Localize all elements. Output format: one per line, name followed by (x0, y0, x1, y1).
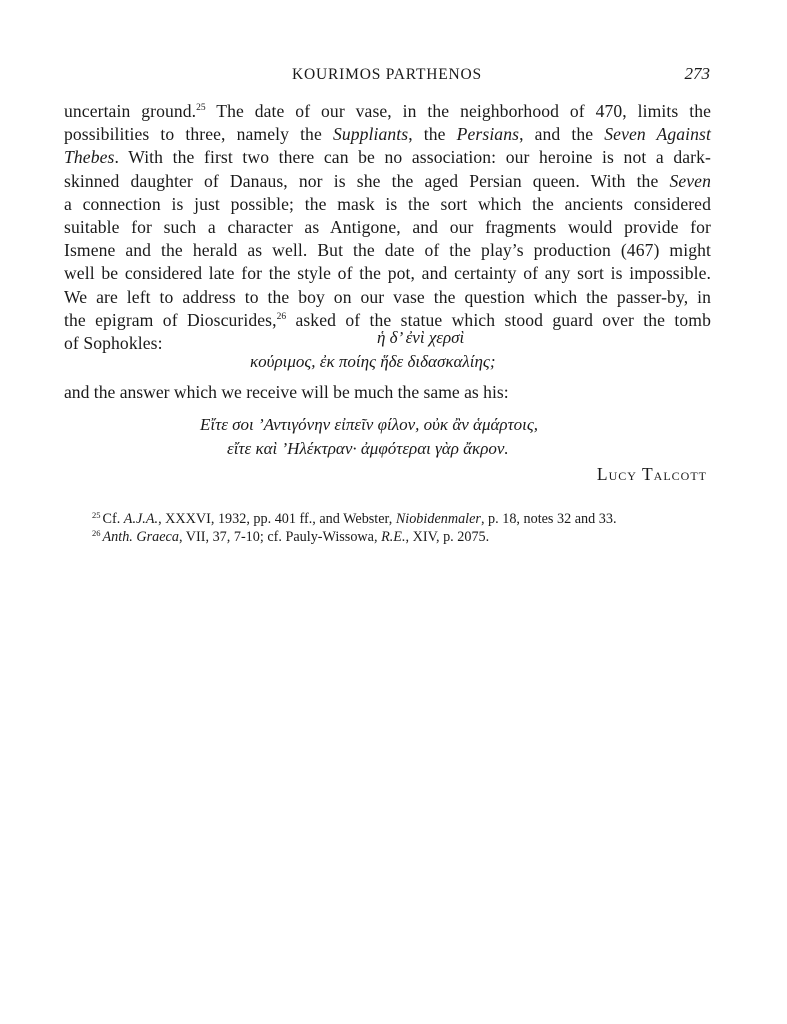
footnote-reference: 26 (276, 311, 287, 322)
text-line: of Sophokles: (64, 333, 163, 354)
greek-verse-quotation-2 (200, 413, 620, 460)
text-line: uncertain ground.$^{25}$ The date of our vase, in the neighborhood of 470, limits the (64, 101, 712, 121)
italic-text: Niobidenmaler (395, 511, 481, 527)
text-line: skinned daughter of Danaus, nor is she the aged Persian queen. With the Seven (64, 170, 711, 191)
italic-text: Suppliants (332, 124, 409, 145)
running-title: KOURIMOS PARTHENOS (292, 66, 482, 83)
running-head (64, 62, 710, 88)
verse-line: εἴτε καὶ ’Ηλέκτραν· ἀμφότεραι γὰρ ἄκρον. (227, 438, 509, 458)
footnote: $^{25}$ Cf. A.J.A., XXXVI, 1932, pp. 401 ff., and Webster, Niobidenmaler, p. 18, notes 32 and 33. (92, 510, 617, 527)
footnote-number: 26 (92, 528, 101, 538)
author-signature: Lucy Talcott (596, 464, 707, 484)
text-line: well be considered late for the style of the pot, and certainty of any sort is impossible. (64, 263, 711, 284)
italic-text: R.E. (381, 529, 406, 545)
footnotes (92, 510, 732, 546)
italic-text: Thebes (64, 147, 115, 168)
page-number: 273 (684, 64, 710, 83)
text-line: the epigram of Dioscurides,$^{26}$ asked of the statue which stood guard over the tomb (64, 309, 711, 330)
italic-text: Anth. Graeca (102, 529, 179, 545)
footnote-reference: 25 (196, 103, 206, 113)
footnote: $^{26}$ Anth. Graeca, VII, 37, 7-10; cf. Pauly-Wissowa, R.E., XIV, p. 2075. (92, 528, 490, 545)
greek-verse-quotation-1 (250, 326, 580, 374)
text-line: suitable for such a character as Antigone, and our fragments would provide for (64, 217, 711, 238)
text-line: We are left to address to the boy on our vase the question which the passer-by, in (64, 286, 711, 307)
body-continuation: and the answer which we receive will be much the same as his: (64, 382, 509, 402)
verse-line: ἡ δ’ ἐνὶ χερσὶ (377, 328, 465, 347)
italic-text: Persians (456, 124, 520, 145)
text-line: Ismene and the herald as well. But the date of the play’s production (467) might (64, 240, 711, 261)
verse-line: κούριμος, ἐκ ποίης ἥδε διδασκαλίης; (250, 352, 496, 371)
italic-text: Seven (669, 170, 711, 191)
body-paragraph (64, 100, 711, 355)
italic-text: A.J.A. (123, 511, 159, 527)
footnote-number: 25 (92, 510, 101, 520)
verse-line: Εἴτε σοι ’Αντιγόνην εἰπεῖν φίλον, οὐκ ἂν ἁμάρτοις, (200, 415, 539, 434)
italic-text: Seven Against (604, 124, 711, 145)
text-line: possibilities to three, namely the Suppliants, the Persians, and the Seven Against (64, 124, 711, 145)
text-line: a connection is just possible; the mask is the sort which the ancients considered (64, 193, 711, 214)
text-line: Thebes. With the first two there can be no association: our heroine is not a dark- (64, 147, 711, 168)
